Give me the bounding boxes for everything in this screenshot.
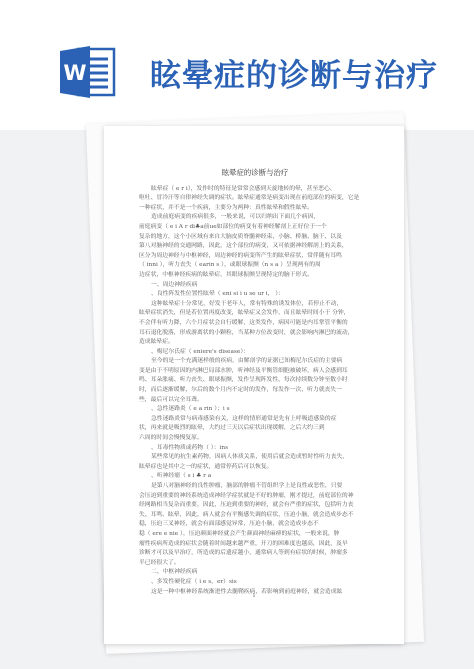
text-line: 诊断才可以及早治疗，所造成的后遗症越小，通常病人等到有症状的时候，肿瘤多 <box>139 550 348 557</box>
text-line: 前庭病变（ e i A r di♣a前ue如部位的病变有着神经解剖上正好位于一个 <box>139 223 327 230</box>
text-line: 第八对脑神经的交通网路，因此，这个部位的病变，又可依据神经解剖上的关系， <box>139 243 348 250</box>
text-line: 变是由于不明原因的内淋巴局部水肿，听神经及平衡管细胞被破坏，病人会感到耳 <box>139 367 348 374</box>
text-line: 眩晕症状消失，但是若位置再度改变，眩晕症又会发作，而且眩晕时间小于 分钟， <box>139 310 350 317</box>
text-line: 二、中枢神经疾病 <box>151 569 198 576</box>
text-line: 这种眩晕症十分常见，好发于老年人，常有特殊的诱发体位，若停止不动， <box>151 300 343 307</box>
text-line: 边症状，中枢神经疾病的眩晕症，其眼球振颤呈现特定的脑干形式。 <box>139 271 313 278</box>
text-line: 时，而后逐渐缓解，尔后的数个月内不定时的发作，每发作一次，听力就丧失一 <box>139 387 342 394</box>
text-line: 瘤性疾病所造成的症状会随着时间越来越严重，开刀的困难度也越高，因此，及早 <box>139 540 348 547</box>
text-line: 这是一种中枢神经系统渐进性去髓鞘疾病，若影响到前庭神经，就会造成眩 <box>151 588 343 595</box>
text-line: 、多发性硬化症（ i e s，er）sis <box>151 578 237 585</box>
text-line: 半已经很大了。 <box>139 559 180 566</box>
text-line: 失、耳鸣、眩晕，因此，病人就会有平衡感失调的症状，压迫小脑，就会造成步态不 <box>139 511 354 518</box>
text-line: 六周的时间会慢慢复原。 <box>139 435 203 442</box>
text-line: 经网路相当复杂而重要，因此，压迫到重要的神经，就会有严重的症状，包括听力丧 <box>139 502 354 509</box>
text-line: 是第八对脑神经的良性肿瘤，脑部的肿瘤不管组织学上是良性或恶性，只要 <box>151 483 343 489</box>
text-line: 、急性迷路炎（ e a rin ）；i s <box>151 406 230 413</box>
text-line: 至今的是一个充满迷样般的疾病，由解剖学的证据已知梅尼尔氏症的主要病 <box>151 358 343 365</box>
text-line: 眩晕症也是其中之一的症状，通常停药后可以恢复。 <box>139 463 273 470</box>
header-banner <box>0 0 474 130</box>
text-line: 、良性阵发性位置性眩晕（ eni si i u se ur i， ）： <box>151 291 284 298</box>
text-line: 急性迷路炎常与病毒感染有关，这样的情形通常是先有上呼吸道感染的症 <box>151 415 337 422</box>
text-line: 鸣、耳朵胀痛、听力丧失、眼球振颤，发作呈现阵发性，每次持续数分钟至数小时 <box>139 377 348 384</box>
text-line: 不会伴有听力降，六个月症状会自行缓解，这类发作，病因可能是内耳掌管平衡的 <box>139 319 348 326</box>
text-line: 一种症状，并不是一个疾病，主要分为两种：真性眩晕和假性眩晕。 <box>139 204 313 211</box>
page-number: 1 <box>252 593 256 599</box>
text-line: 稳（ ere e nie ），压迫颜面神经就会产生颜面神经麻痹的症状，一般来说，肿 <box>139 530 340 537</box>
text-line: 、耳毒性物质或药物（ ）：ins <box>151 444 229 451</box>
text-line: 、梅尼尔氏症（ eniere's disease）： <box>151 348 250 355</box>
document-title: 眩晕症的诊断与治疗 <box>221 168 289 177</box>
text-line: 状，再来就是吸烈的眩晕，大约过三天以后症状出现缓解，之后大约三到 <box>139 425 325 432</box>
text-line: 区分为周边神经与中枢神经，周边神经的病变所产生的眩晕症状，常伴随有耳鸣 <box>139 252 342 259</box>
document-page <box>104 126 404 644</box>
text-line: 眩晕症（ e r i），发作时的特征是常常会感到天旋地转的晕，甚至恶心、 <box>151 185 336 192</box>
document-body <box>139 168 371 597</box>
word-document-icon <box>60 45 118 99</box>
text-line: 某些常见的抗生素药物，因病人体质关系，使用后就会造成暂时性听力丧失， <box>151 454 349 461</box>
text-line: 些，最后可以完全耳聋。 <box>139 396 203 403</box>
text-line: 会压迫到重要的神经系统造成神经学症状就是不好的肿瘤，刚才提过，前庭部位的神 <box>139 492 354 499</box>
text-line: 造成眩晕症。 <box>139 339 174 346</box>
page-title: 眩晕症的诊断与治疗 <box>150 58 438 94</box>
text-line: 耳石退化脱落，形成游离状的小颗粒，当某种方位改变时，就会影响内淋巴的流动， <box>139 329 354 336</box>
document-text <box>139 185 371 598</box>
text-line: 一、周边神经疾病 <box>151 281 198 288</box>
text-line: 呕吐、冒冷汗等自律神经失调的症状。眩晕症通常是病变出现在前庭部位的病变，它是 <box>139 195 360 202</box>
text-line: （ inni ），听力丧失（ earin s ），或眼球振颤（n s a ）呈现两有的周 <box>139 262 321 269</box>
text-line: 造成前庭病变的疾病很多，一般来说，可以归纳出下面几个病因， <box>151 214 320 221</box>
text-line: 复杂的地方，这个小区域有来自大脑皮质脊髓神经束、小脑、桥脑、脑干、以及 <box>139 233 342 240</box>
svg-text:W: W <box>63 61 87 85</box>
text-line: 、听神经瘤（ s i ♣ r a <box>151 473 212 480</box>
text-line: 稳，压迫三叉神经，就会有面部感觉异常，压迫小脑，就会造成步态不 <box>139 521 319 528</box>
